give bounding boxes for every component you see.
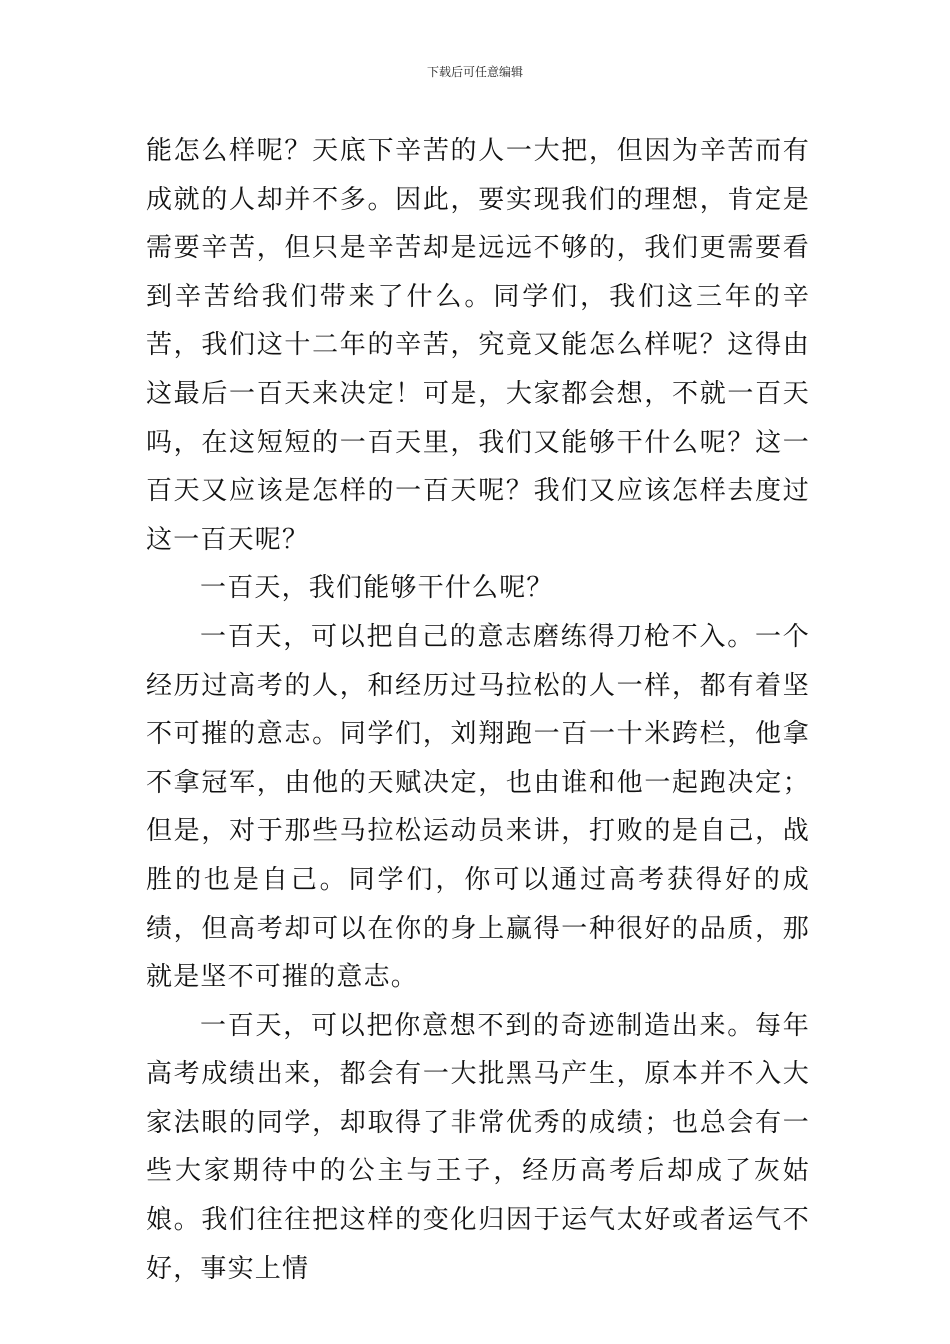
paragraph-miracle: 一百天，可以把你意想不到的奇迹制造出来。每年高考成绩出来，都会有一大批黑马产生，原本并不入大家法眼的同学，却取得了非常优秀的成绩；也总会有一些大家期待中的公主与王子，经历高考后却成了灰姑娘。我们往往把这样的变化归因于运气太好或者运气不好，事实上情 xyxy=(146,1010,810,1284)
paragraph-question: 一百天，我们能够干什么呢？ xyxy=(200,573,554,604)
page-header: 下载后可任意编辑 xyxy=(426,65,523,79)
paragraph-willpower: 一百天，可以把自己的意志磨练得刀枪不入。一个经历过高考的人，和经历过马拉松的人一样，都有着坚不可摧的意志。同学们，刘翔跑一百一十米跨栏，他拿不拿冠军，由他的天赋决定，也由谁和他一起跑决定；但是，对于那些马拉松运动员来讲，打败的是自己，战胜的也是自己。同学们，你可以通过高考获得好的成绩，但高考却可以在你的身上赢得一种很好的品质，那就是坚不可摧的意志。 xyxy=(146,621,810,993)
document-body xyxy=(146,127,810,1293)
paragraph-continuation: 能怎么样呢？天底下辛苦的人一大把，但因为辛苦而有成就的人却并不多。因此，要实现我们的理想，肯定是需要辛苦，但只是辛苦却是远远不够的，我们更需要看到辛苦给我们带来了什么。同学们，我们这三年的辛苦，我们这十二年的辛苦，究竟又能怎么样呢？这得由这最后一百天来决定！可是，大家都会想，不就一百天吗，在这短短的一百天里，我们又能够干什么呢？这一百天又应该是怎样的一百天呢？我们又应该怎样去度过这一百天呢？ xyxy=(146,136,810,555)
